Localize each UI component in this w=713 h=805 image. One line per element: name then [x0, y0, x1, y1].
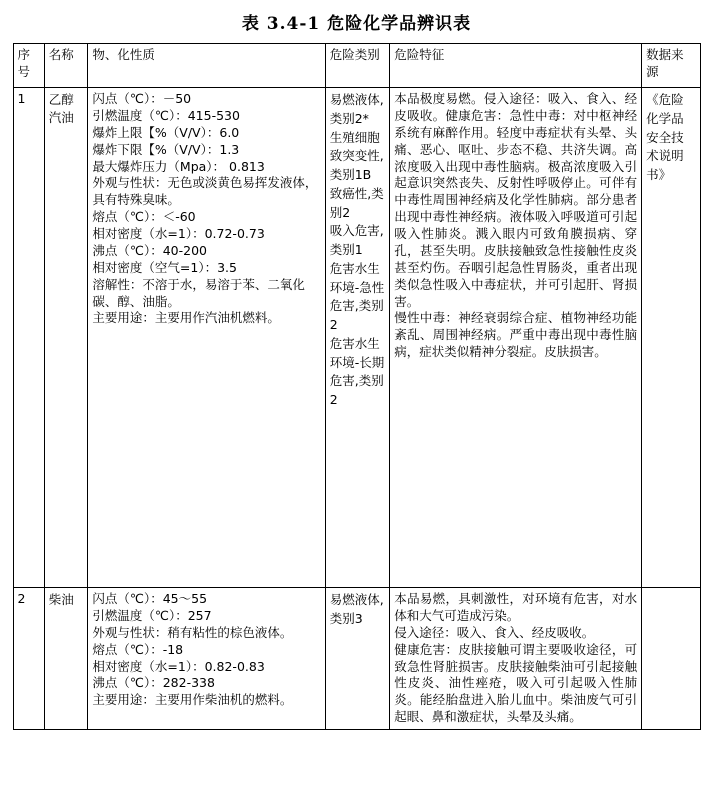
text-line: 主要用途：主要用作汽油机燃料。	[92, 310, 280, 326]
cell-features	[390, 88, 642, 588]
cell-no: 1	[13, 88, 44, 588]
text-line: 熔点（℃）：-18	[92, 641, 184, 657]
paragraph: 健康危害：皮肤接触可谓主要吸收途径，可致急性肾脏损害。皮肤接触柴油可引起接触性皮炎、油性痤疮，吸入可引起吸入性肺炎。能经胎盘进入胎儿血中。柴油废气可引起眼、鼻和激症状，头晕及头痛。	[394, 641, 638, 725]
text-line: 易燃液体,类别2*	[329, 92, 384, 126]
text-line: 最大爆炸压力（Mpa）： 0.813	[92, 158, 265, 174]
column-header-name: 名称	[44, 44, 88, 88]
paragraph: 侵入途径：吸入、食入、经皮吸收。	[394, 624, 595, 640]
cell-properties	[88, 588, 325, 730]
text-line: 沸点（℃）：40-200	[92, 242, 207, 258]
text-line: 危害水生环境-急性危害,类别2	[329, 260, 385, 332]
table-header-row	[13, 44, 700, 88]
column-header-category: 危险类别	[325, 44, 390, 88]
text-line: 吸入危害,类别1	[329, 223, 384, 257]
features-list	[394, 591, 637, 726]
cell-no: 2	[13, 588, 44, 730]
text-line: 闪点（℃）：－50	[92, 91, 192, 106]
hazardous-chemicals-table	[13, 43, 701, 730]
table-header	[13, 44, 700, 88]
properties-list	[92, 91, 320, 327]
text-line: 相对密度（空气=1）：3.5	[92, 259, 237, 275]
table-row	[13, 588, 700, 730]
text-line: 致癌性,类别2	[329, 185, 384, 220]
column-header-properties: 物、化性质	[88, 44, 325, 88]
category-list	[330, 91, 386, 410]
text-line: 危害水生环境-长期危害,类别2	[329, 335, 385, 407]
page-title: 表 3.4-1 危险化学品辨识表	[241, 14, 472, 34]
text-line: 爆炸上限【%（V/V）：6.0	[92, 124, 240, 140]
cell-features	[390, 588, 642, 730]
cell-source: 《危险化学品安全技术说明书》	[642, 88, 700, 588]
cell-properties	[88, 88, 325, 588]
cell-category	[325, 88, 390, 588]
cell-source	[642, 588, 700, 730]
table-row	[13, 88, 700, 588]
properties-list	[92, 591, 320, 709]
text-line: 外观与性状：稍有粘性的棕色液体。	[92, 624, 293, 640]
cell-name: 柴油	[44, 588, 88, 730]
paragraph: 慢性中毒：神经衰弱综合症、植物神经功能紊乱、周围神经病。严重中毒出现中毒性脑病，症状类似精神分裂症。皮肤损害。	[394, 310, 638, 360]
column-header-features: 危险特征	[390, 44, 642, 88]
text-line: 引燃温度（℃）：415-530	[92, 107, 240, 123]
category-list	[330, 591, 386, 629]
text-line: 溶解性：不溶于水，易溶于苯、二氧化碳、醇、油脂。	[92, 276, 305, 309]
text-line: 引燃温度（℃）：257	[92, 607, 212, 623]
table-body	[13, 88, 700, 730]
text-line: 相对密度（水=1）：0.72-0.73	[92, 226, 265, 241]
paragraph: 本品易燃，具刺激性，对环境有危害，对水体和大气可造成污染。	[394, 591, 638, 623]
text-line: 易燃液体,类别3	[329, 592, 384, 626]
cell-name: 乙醇汽油	[44, 88, 88, 588]
column-header-no: 序号	[13, 44, 44, 88]
column-header-source: 数据来源	[642, 44, 700, 88]
text-line: 主要用途：主要用作柴油机的燃料。	[92, 692, 293, 708]
paragraph: 本品极度易燃。侵入途径：吸入、食入、经皮吸收。健康危害：急性中毒：对中枢神经系统有麻醉作用。轻度中毒症状有头晕、头痛、恶心、呕吐、步态不稳、共济失调。高浓度吸入出现中毒性脑病。极高浓度吸入引起意识突然丧失、反射性呼吸停止。可伴有中毒性周围神经病及化学性肺病。部分患者出现中毒性神经病。液体吸入呼吸道可引起吸入性肺炎。溅入眼内可致角膜损病、穿孔，甚至失明。皮肤接触致急性接触性皮炎甚至灼伤。吞咽引起急性胃肠炎，重者出现类似急性吸入中毒症状，并可引起肝、肾损害。	[394, 91, 638, 309]
text-line: 爆炸下限【%（V/V）：1.3	[92, 141, 240, 157]
features-list	[394, 91, 637, 361]
text-line: 沸点（℃）：282-338	[92, 675, 215, 691]
text-line: 相对密度（水=1）：0.82-0.83	[92, 658, 265, 674]
cell-category	[325, 588, 390, 730]
text-line: 生殖细胞致突变性,类别1B	[329, 129, 384, 182]
text-line: 熔点（℃）：＜-60	[92, 209, 196, 225]
text-line: 外观与性状：无色或淡黄色易挥发液体，具有特殊臭味。	[92, 175, 318, 208]
text-line: 闪点（℃）：45～55	[92, 591, 208, 606]
